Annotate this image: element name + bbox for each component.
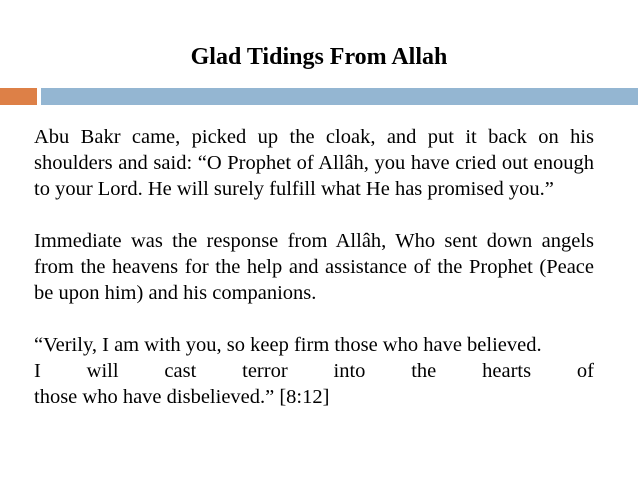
verse-line-3: those who have disbelieved.” [8:12]	[34, 386, 330, 408]
verse-line-2: I will cast terror into the hearts of	[34, 360, 594, 382]
verse-line-1: “Verily, I am with you, so keep firm those who have believed.	[34, 334, 542, 356]
divider-bar	[41, 88, 638, 105]
title-divider	[0, 88, 638, 105]
verse-quote	[34, 332, 594, 410]
divider-accent-block	[0, 88, 37, 105]
paragraph-abu-bakr: Abu Bakr came, picked up the cloak, and put it back on his shoulders and said: “O Prophet of Allâh, you have cried out enough to your Lord. He will surely fulfill what He has promised you.”	[34, 126, 594, 200]
slide-title: Glad Tidings From Allah	[190, 44, 448, 70]
slide-body	[34, 124, 594, 436]
paragraph-response: Immediate was the response from Allâh, Who sent down angels from the heavens for the help and assistance of the Prophet (Peace be upon him) and his companions.	[34, 230, 594, 304]
